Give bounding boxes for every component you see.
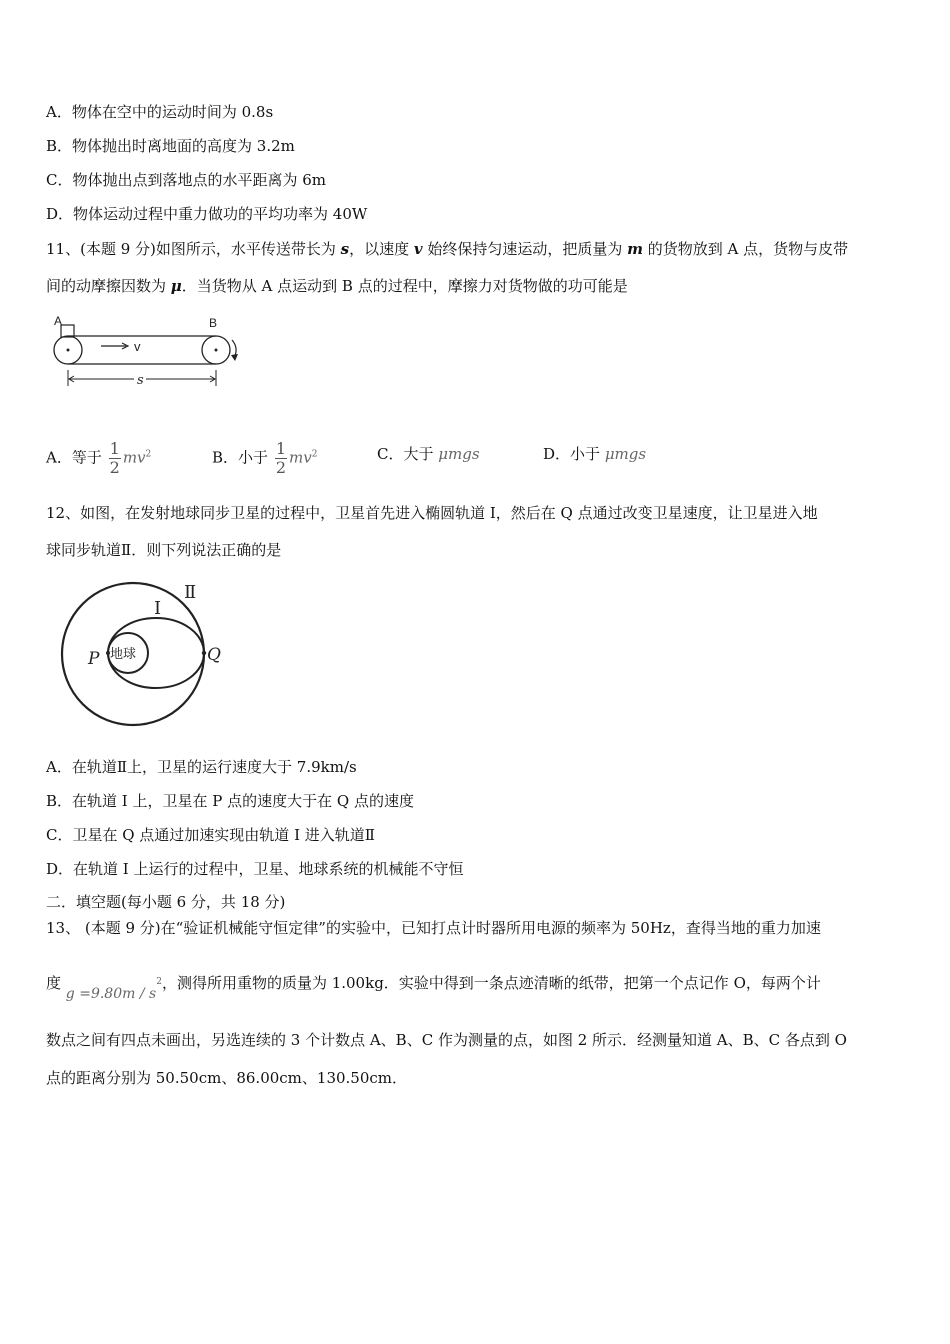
label-v: v: [134, 339, 141, 354]
q11-option-d: [543, 443, 646, 464]
q11-option-a: [46, 440, 151, 477]
q12-option-a: A．在轨道Ⅱ上，卫星的运行速度大于 7.9km/s: [46, 758, 357, 776]
left-pulley-axle: [67, 349, 70, 352]
point-p-label: P: [88, 649, 100, 669]
right-pulley-axle: [215, 349, 218, 352]
cargo-box: [61, 325, 74, 337]
q10-option-a: A．物体在空中的运动时间为 0.8s: [46, 103, 274, 121]
q11-text: 始终保持匀速运动，把质量为: [422, 240, 628, 258]
label-a: A: [54, 314, 63, 328]
q12-option-b: B．在轨道 I 上，卫星在 P 点的速度大于在 Q 点的速度: [46, 792, 414, 810]
formula-exponent: 2: [145, 449, 152, 460]
q12-option-d: D．在轨道 I 上运行的过程中，卫星、地球系统的机械能不守恒: [46, 860, 464, 878]
q11-text: 间的动摩擦因数为: [46, 277, 171, 295]
point-q-label: Q: [207, 645, 221, 665]
q11-text: ．当货物从 A 点运动到 B 点的过程中，摩擦力对货物做的功可能是: [181, 277, 628, 295]
q12-stem-line2: 球同步轨道Ⅱ．则下列说法正确的是: [46, 541, 282, 559]
q11-option-a-label: A．等于: [46, 448, 102, 467]
q10-option-c: C．物体抛出点到落地点的水平距离为 6m: [46, 171, 327, 189]
formula-umgs: μmgs: [438, 445, 480, 463]
q11-option-c-label: C．大于: [377, 445, 434, 463]
q11-option-b-label: B．小于: [212, 448, 269, 467]
q13-stem-line2: [46, 970, 821, 1002]
orbit-i-label: I: [154, 598, 162, 619]
q11-text: ，以速度: [349, 240, 414, 258]
point-p-dot: [106, 651, 110, 655]
q11-option-b: [212, 440, 317, 477]
q11-option-d-label: D．小于: [543, 445, 601, 463]
q13-stem-line1: 13、 (本题 9 分)在“验证机械能守恒定律”的实验中，已知打点计时器所用电源的频率为 50Hz，查得当地的重力加速: [46, 919, 821, 937]
q12-option-c: C．卫星在 Q 点通过加速实现由轨道 I 进入轨道Ⅱ: [46, 826, 375, 844]
q13-stem-line4: 点的距离分别为 50.50cm、86.00cm、130.50cm．: [46, 1069, 408, 1087]
q11-var-m: m: [627, 240, 644, 258]
q10-option-b: B．物体抛出时离地面的高度为 3.2m: [46, 137, 295, 155]
fraction-denominator: 2: [275, 458, 286, 477]
q11-var-s: s: [340, 240, 350, 258]
q11-option-c: [377, 443, 480, 464]
q13-stem-line3: 数点之间有四点未画出，另选连续的 3 个计数点 A、B、C 作为测量的点，如图 2 所示．经测量知道 A、B、C 各点到 O: [46, 1031, 847, 1049]
label-b: B: [209, 316, 218, 330]
q13-text: ，测得所用重物的质量为 1.00kg．实验中得到一条点迹清晰的纸带，把第一个点记作 O，每两个计: [161, 974, 821, 992]
label-s: s: [137, 373, 144, 388]
q11-var-mu: μ: [170, 277, 182, 295]
q13-text: 度: [46, 974, 62, 992]
q10-option-d: D．物体运动过程中重力做功的平均功率为 40W: [46, 205, 368, 223]
formula-umgs: μmgs: [604, 445, 647, 463]
q11-stem-line1: [46, 239, 848, 259]
orbit-ii-label: Ⅱ: [184, 582, 197, 603]
gravity-formula-exponent: 2: [156, 977, 162, 987]
earth-label: 地球: [110, 647, 137, 662]
fraction: [109, 440, 121, 477]
formula-exponent: 2: [311, 449, 318, 460]
formula-mv: mv: [122, 448, 146, 467]
q12-stem-line1: 12、如图，在发射地球同步卫星的过程中，卫星首先进入椭圆轨道 I，然后在 Q 点通过改变卫星速度，让卫星进入地: [46, 504, 818, 522]
orbit-figure: [46, 572, 236, 728]
conveyor-belt-figure: [46, 308, 256, 392]
fraction: [275, 440, 287, 477]
q11-var-v: v: [413, 240, 423, 258]
q11-text: 11、(本题 9 分)如图所示，水平传送带长为: [46, 240, 341, 258]
fraction-denominator: 2: [109, 458, 120, 477]
formula-mv: mv: [289, 448, 312, 467]
gravity-formula: g =9.80m / s: [65, 986, 157, 1002]
rotation-arrowhead: [231, 354, 238, 361]
fraction-numerator: 1: [275, 439, 286, 458]
point-q-dot: [202, 651, 206, 655]
q11-stem-line2: [46, 276, 628, 296]
section-heading: 二．填空题(每小题 6 分，共 18 分): [46, 893, 286, 911]
q11-text: 的货物放到 A 点，货物与皮带: [643, 240, 849, 258]
fraction-numerator: 1: [109, 439, 120, 458]
